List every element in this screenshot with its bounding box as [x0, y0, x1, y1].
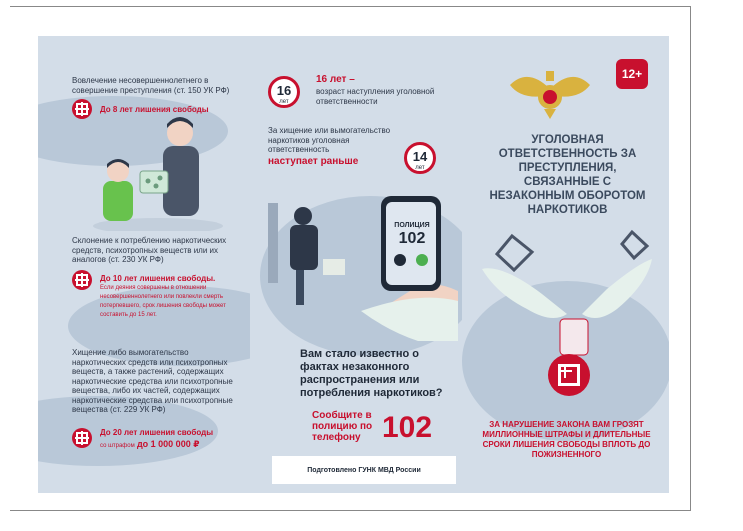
prison-bars-icon — [72, 428, 92, 448]
hangup-icon — [394, 254, 406, 266]
article-229-text: Хищение либо вымогательство наркотических средств или психотропных веществ, а также растений, содержащих наркотические средства или психотропные вещества, либо их частей, содержащих наркотические средства или психотропные вещества (ст. 229 УК РФ) — [72, 348, 233, 414]
article-150-penalty: До 8 лет лишения свободы — [100, 105, 209, 114]
fine-prefix: со штрафом — [100, 443, 135, 449]
age-16-unit: лет — [279, 99, 289, 105]
age-14-intro: За хищение или вымогательство наркотиков уголовная ответственность — [268, 126, 391, 154]
brochure-sheet — [38, 36, 669, 493]
phone-screen-label: ПОЛИЦИЯ — [394, 222, 430, 229]
article-230-text: Склонение к потреблению наркотических средств, психотропных веществ или их аналогов (ст. 230 УК РФ) — [72, 236, 227, 264]
fine-amount: до 1 000 000 ₽ — [136, 439, 200, 449]
prison-bars-icon — [72, 270, 92, 290]
age-16-text: возраст наступления уголовной ответственности — [316, 87, 435, 106]
article-150-text: Вовлечение несовершеннолетнего в совершение преступления (ст. 150 УК РФ) — [72, 76, 230, 95]
mvd-emblem-icon — [508, 61, 592, 121]
page-edge-right — [690, 6, 691, 510]
age-16-number: 16 — [276, 83, 292, 98]
prison-bars-large-icon — [548, 354, 590, 396]
phone-call-illustration — [268, 191, 458, 341]
article-229-penalty: До 20 лет лишения свободы — [100, 428, 214, 437]
man-and-child-illustration — [88, 116, 228, 231]
question-text: Вам стало известно о фактах незаконного распространения или потребления наркотиков? — [300, 348, 443, 399]
report-number: 102 — [382, 411, 433, 444]
age-rating-badge: 12+ — [616, 59, 648, 89]
age-14-number: 14 — [412, 149, 428, 164]
phone-screen-number: 102 — [398, 230, 426, 247]
age-14-badge — [404, 142, 436, 174]
page-edge-bottom — [10, 510, 691, 511]
call-icon — [416, 254, 428, 266]
brochure-title: УГОЛОВНАЯ ОТВЕТСТВЕННОСТЬ ЗА ПРЕСТУПЛЕНИЯ, СВЯЗАННЫЕ С НЕЗАКОННЫМ ОБОРОТОМ НАРКОТИКОВ — [489, 134, 646, 216]
right-panel — [462, 36, 669, 493]
middle-panel — [250, 36, 462, 493]
article-229-fine — [100, 440, 250, 452]
article-230-penalty: До 10 лет лишения свободы. — [100, 274, 216, 283]
footer-text: Подготовлено ГУНК МВД России — [307, 467, 421, 474]
handcuffed-hands-illustration — [472, 224, 662, 369]
left-panel — [38, 36, 250, 493]
age-14-unit: лет — [415, 165, 425, 171]
report-text: Сообщите в полицию по телефону — [312, 410, 373, 443]
article-230-note: Если деяния совершены в отношении несовершеннолетнего или повлекли смерть потерпевшего, срок лишения свободы может составить до 15 лет. — [100, 285, 226, 318]
page-edge-top — [10, 6, 690, 7]
age-16-badge — [268, 76, 300, 108]
age-14-highlight: наступает раньше — [268, 156, 359, 167]
warning-text: ЗА НАРУШЕНИЕ ЗАКОНА ВАМ ГРОЗЯТ МИЛЛИОННЫЕ ШТРАФЫ И ДЛИТЕЛЬНЫЕ СРОКИ ЛИШЕНИЯ СВОБОДЫ ВПЛОТЬ ДО ПОЖИЗНЕННОГО — [482, 420, 651, 459]
age-16-title: 16 лет – — [316, 74, 355, 85]
